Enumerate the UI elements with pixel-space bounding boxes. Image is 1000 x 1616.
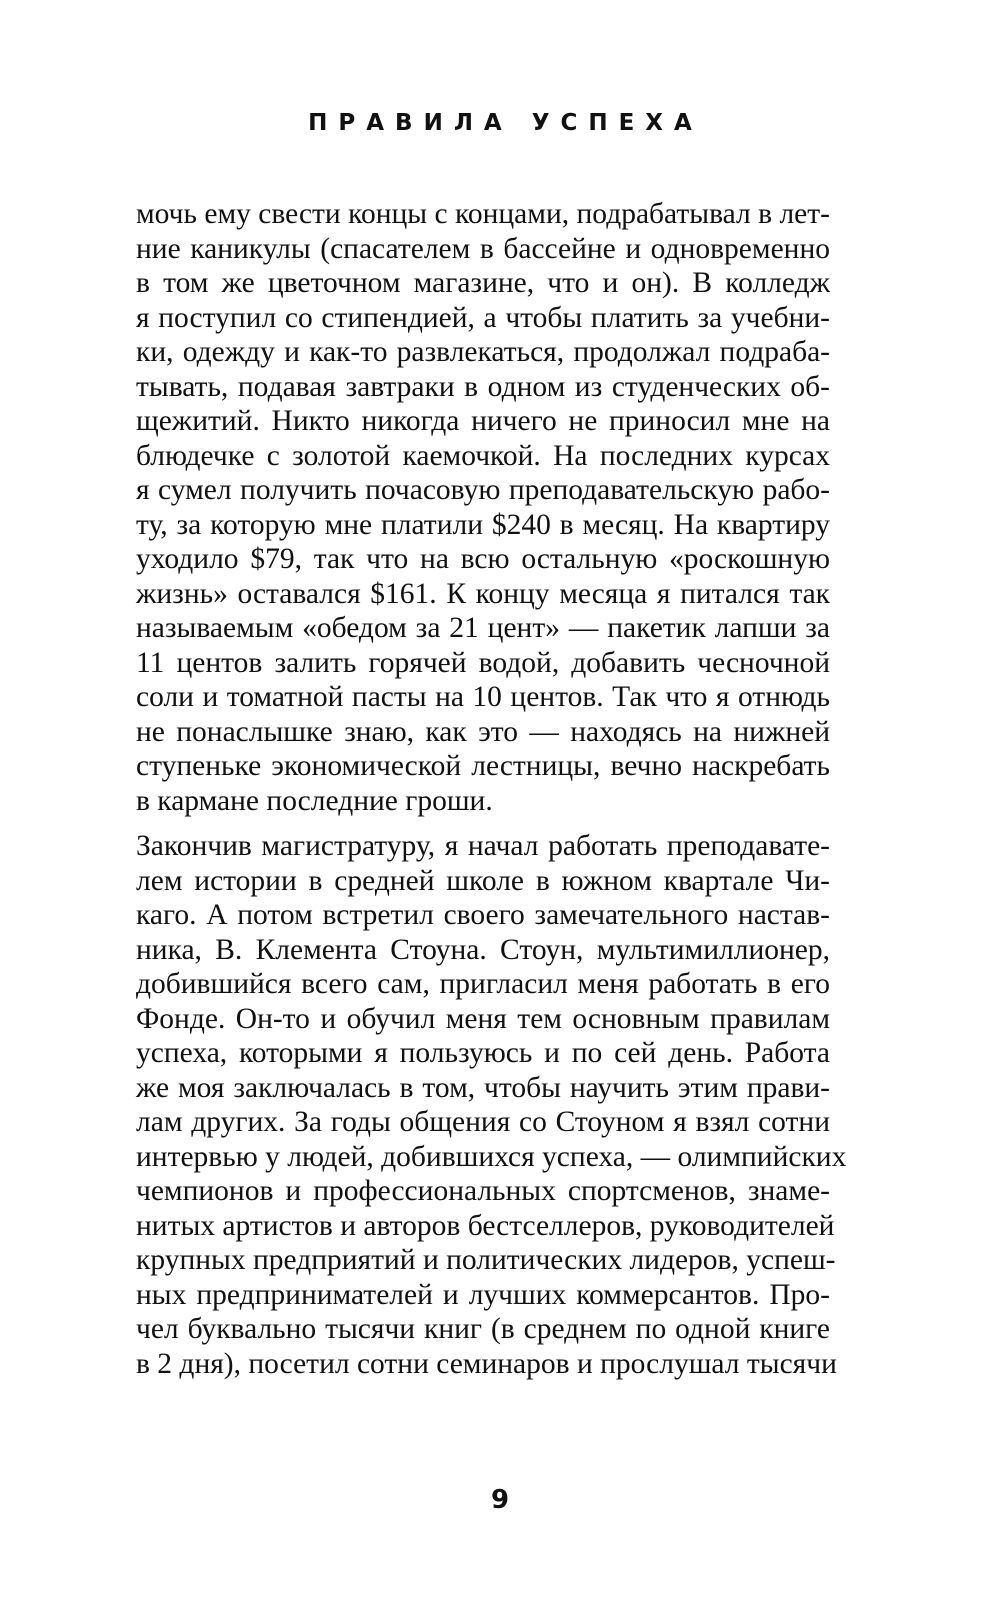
- text-line: лем истории в средней школе в южном квартале Чи-: [136, 864, 830, 897]
- text-line: я сумел получить почасовую преподавательскую рабо-: [136, 474, 830, 506]
- running-head: ПРАВИЛА УСПЕХА: [308, 110, 703, 136]
- text-line: ных предпринимателей и лучших коммерсантов. Про-: [136, 1278, 830, 1311]
- text-line: интервью у людей, добившихся успеха, — олимпийских: [136, 1140, 847, 1173]
- text-line: добившийся всего сам, пригласил меня работать в его: [136, 968, 830, 1000]
- text-line: ки, одежду и как-то развлекаться, продолжал подраба-: [136, 336, 830, 368]
- text-line: в кармане последние гроши.: [136, 784, 493, 817]
- text-line: блюдечке с золотой каемочкой. На последних курсах: [136, 439, 830, 472]
- text-line: в 2 дня), посетил сотни семинаров и прослушал тысячи: [136, 1347, 837, 1380]
- text-line: в том же цветочном магазине, что и он). В колледж: [136, 267, 830, 299]
- text-line: Фонде. Он-то и обучил меня тем основным правилам: [136, 1002, 830, 1035]
- text-line: уходило $79, так что на всю остальную «роскошную: [136, 543, 830, 575]
- text-line: не понаслышке знаю, как это — находясь на нижней: [136, 715, 830, 748]
- text-line: успеха, которыми я пользуюсь и по сей день. Работа: [136, 1037, 830, 1069]
- text-line: чемпионов и профессиональных спортсменов, знаме-: [136, 1175, 830, 1207]
- text-line: я поступил со стипендией, а чтобы платить за учебни-: [136, 301, 830, 334]
- text-line: крупных предприятий и политических лидеров, успеш-: [136, 1244, 836, 1276]
- body-paragraph: [136, 829, 847, 1381]
- text-line: лам других. За годы общения со Стоуном я взял сотни: [136, 1106, 830, 1138]
- text-line: же моя заключалась в том, чтобы научить этим прави-: [136, 1071, 830, 1104]
- text-line: чел буквально тысячи книг (в среднем по одной книге: [136, 1313, 830, 1345]
- page-number: 9: [490, 1485, 510, 1515]
- text-line: Закончив магистратуру, я начал работать преподавате-: [136, 830, 830, 862]
- text-line: соли и томатной пасты на 10 центов. Так что я отнюдь: [136, 681, 830, 713]
- text-line: мочь ему свести концы с концами, подрабатывал в лет-: [136, 198, 830, 230]
- text-line: ступеньке экономической лестницы, вечно наскребать: [136, 750, 830, 782]
- text-line: 11 центов залить горячей водой, добавить чесночной: [136, 646, 830, 679]
- text-line: ние каникулы (спасателем в бассейне и одновременно: [136, 232, 830, 265]
- text-line: называемым «обедом за 21 цент» — пакетик лапши за: [136, 612, 830, 644]
- text-line: ту, за которую мне платили $240 в месяц. На квартиру: [136, 508, 830, 541]
- text-line: тывать, подавая завтраки в одном из студенческих об-: [136, 370, 830, 403]
- text-line: каго. А потом встретил своего замечательного настав-: [136, 899, 830, 931]
- text-line: нитых артистов и авторов бестселлеров, руководителей: [136, 1209, 835, 1242]
- text-line: ника, В. Клемента Стоуна. Стоун, мультимиллионер,: [136, 933, 830, 966]
- text-line: щежитий. Никто никогда ничего не приносил мне на: [136, 405, 830, 437]
- text-line: жизнь» оставался $161. К концу месяца я питался так: [136, 577, 830, 610]
- body-paragraph: [136, 197, 830, 818]
